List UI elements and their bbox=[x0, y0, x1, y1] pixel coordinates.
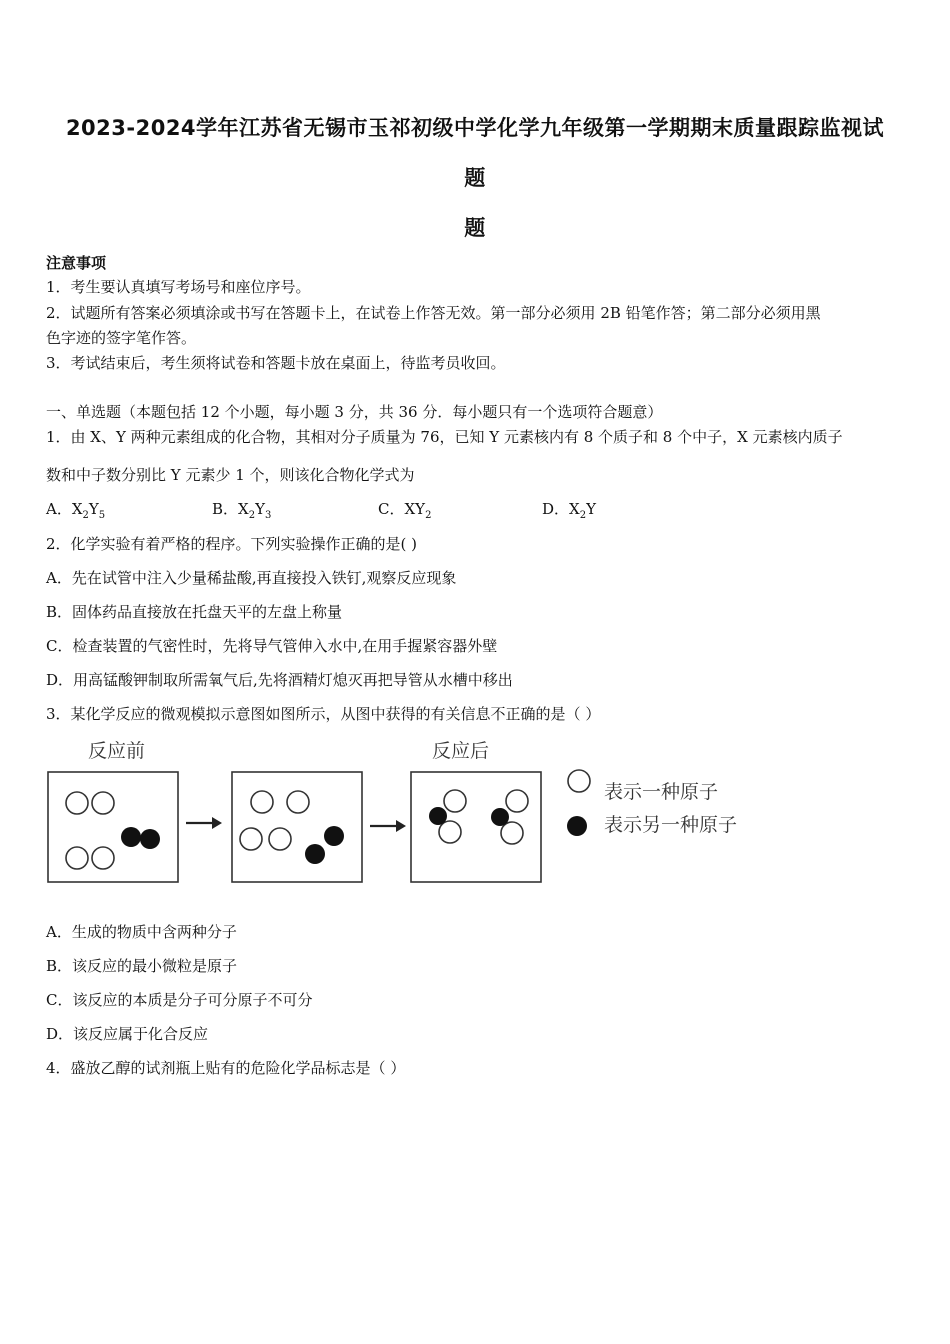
q1-stem-line1: 1．由 X、Y 两种元素组成的化合物，其相对分子质量为 76，已知 Y 元素核内有 8 个质子和 8 个中子，X 元素核内质子 bbox=[46, 428, 843, 446]
q1-option-a: A．$X_2Y_5$ bbox=[46, 500, 106, 521]
exam-title-line3: 题 bbox=[464, 216, 486, 240]
q2-option-b: B．固体药品直接放在托盘天平的左盘上称量 bbox=[46, 603, 343, 621]
q3-option-c: C．该反应的本质是分子可分原子不可分 bbox=[46, 991, 313, 1009]
q1-option-c: C．$XY_2$ bbox=[378, 500, 432, 521]
q1-stem-line2: 数和中子数分别比 Y 元素少 1 个，则该化合物化学式为 bbox=[46, 466, 415, 484]
notice-item-2-cont: 色字迹的签字笔作答。 bbox=[46, 329, 197, 347]
q1-option-d: D．$X_2Y$ bbox=[542, 500, 596, 521]
q3-option-b: B．该反应的最小微粒是原子 bbox=[46, 957, 238, 975]
section-heading: 一、单选题（本题包括 12 个小题，每小题 3 分，共 36 分．每小题只有一个选项符合题意） bbox=[46, 403, 663, 421]
q3-option-a: A．生成的物质中含两种分子 bbox=[46, 923, 237, 941]
q3-stem: 3．某化学反应的微观模拟示意图如图所示，从图中获得的有关信息不正确的是（ ） bbox=[46, 705, 601, 723]
box-before bbox=[48, 772, 178, 882]
legend-white-atom bbox=[568, 770, 590, 792]
legend-black-atom bbox=[567, 816, 587, 836]
before-label: 反应前 bbox=[88, 740, 146, 762]
legend-white-text: 表示一种原子 bbox=[604, 781, 719, 803]
q2-stem: 2．化学实验有着严格的程序。下列实验操作正确的是( ) bbox=[46, 535, 418, 553]
q4-stem: 4．盛放乙醇的试剂瓶上贴有的危险化学品标志是（ ） bbox=[46, 1059, 406, 1077]
notice-heading: 注意事项 bbox=[46, 254, 107, 272]
q3-option-d: D．该反应属于化合反应 bbox=[46, 1025, 209, 1043]
notice-item-1: 1．考生要认真填写考场号和座位序号。 bbox=[46, 278, 311, 296]
notice-item-3: 3．考试结束后，考生须将试卷和答题卡放在桌面上，待监考员收回。 bbox=[46, 354, 506, 372]
after-label: 反应后 bbox=[432, 740, 490, 762]
box-middle bbox=[232, 772, 362, 882]
reaction-diagram bbox=[0, 760, 950, 890]
exam-title-line1: 2023-2024学年江苏省无锡市玉祁初级中学化学九年级第一学期期末质量跟踪监视试 bbox=[65, 116, 885, 140]
notice-item-2: 2．试题所有答案必须填涂或书写在答题卡上，在试卷上作答无效。第一部分必须用 2B 铅笔作答；第二部分必须用黑 bbox=[46, 304, 821, 322]
q2-option-a: A．先在试管中注入少量稀盐酸,再直接投入铁钉,观察反应现象 bbox=[46, 569, 457, 587]
exam-title-line2: 题 bbox=[464, 166, 486, 190]
q1-option-b: B．$X_2Y_3$ bbox=[212, 500, 272, 521]
legend-black-text: 表示另一种原子 bbox=[604, 814, 738, 836]
q2-option-d: D．用高锰酸钾制取所需氧气后,先将酒精灯熄灭再把导管从水槽中移出 bbox=[46, 671, 513, 689]
q2-option-c: C．检查装置的气密性时，先将导气管伸入水中,在用手握紧容器外壁 bbox=[46, 637, 498, 655]
